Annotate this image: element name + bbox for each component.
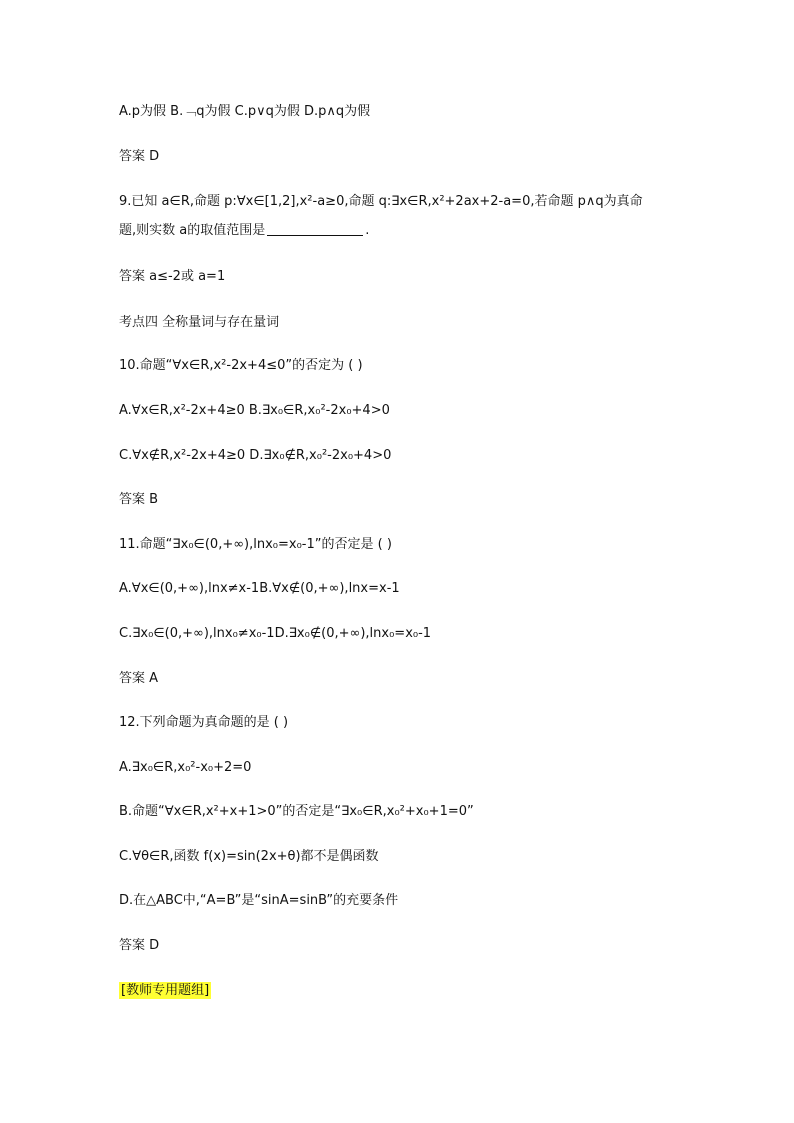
q12-option-d: D.在△ABC中,“A=B”是“sinA=sinB”的充要条件 (119, 893, 399, 908)
q9-stem-line2 (119, 222, 369, 240)
teacher-section-label (119, 982, 211, 1000)
highlighted-label: [教师专用题组] (121, 983, 210, 998)
q11-answer: 答案 A (119, 671, 159, 686)
q12-answer: 答案 D (119, 938, 160, 953)
q10-answer: 答案 B (119, 492, 159, 507)
answer-blank (267, 223, 363, 236)
q9-answer: 答案 a≤-2或 a=1 (119, 269, 226, 284)
q12-option-a: A.∃x₀∈R,x₀²-x₀+2=0 (119, 760, 252, 775)
q11-options-ab: A.∀x∈(0,+∞),lnx≠x-1B.∀x∉(0,+∞),lnx=x-1 (119, 581, 400, 596)
section-heading: 考点四 全称量词与存在量词 (119, 315, 280, 330)
q9-stem-line1: 9.已知 a∈R,命题 p:∀x∈[1,2],x²-a≥0,命题 q:∃x∈R,x²+2ax+2-a=0,若命题 p∧q为真命 (119, 194, 643, 209)
q11-stem: 11.命题“∃x₀∈(0,+∞),lnx₀=x₀-1”的否定是 ( ) (119, 537, 392, 552)
q12-option-c: C.∀θ∈R,函数 f(x)=sin(2x+θ)都不是偶函数 (119, 849, 379, 864)
q12-option-b: B.命题“∀x∈R,x²+x+1>0”的否定是“∃x₀∈R,x₀²+x₀+1=0” (119, 804, 474, 819)
q10-options-ab: A.∀x∈R,x²-2x+4≥0 B.∃x₀∈R,x₀²-2x₀+4>0 (119, 403, 390, 418)
q8-options: A.p为假 B.﹁q为假 C.p∨q为假 D.p∧q为假 (119, 104, 371, 119)
q10-stem: 10.命题“∀x∈R,x²-2x+4≤0”的否定为 ( ) (119, 358, 363, 373)
q10-options-cd: C.∀x∉R,x²-2x+4≥0 D.∃x₀∉R,x₀²-2x₀+4>0 (119, 448, 392, 463)
q11-options-cd: C.∃x₀∈(0,+∞),lnx₀≠x₀-1D.∃x₀∉(0,+∞),lnx₀=x₀-1 (119, 626, 432, 641)
q8-answer: 答案 D (119, 149, 160, 164)
q9-stem-end: . (365, 223, 370, 238)
q9-stem-text: 题,则实数 a的取值范围是 (119, 223, 266, 238)
q12-stem: 12.下列命题为真命题的是 ( ) (119, 715, 289, 730)
